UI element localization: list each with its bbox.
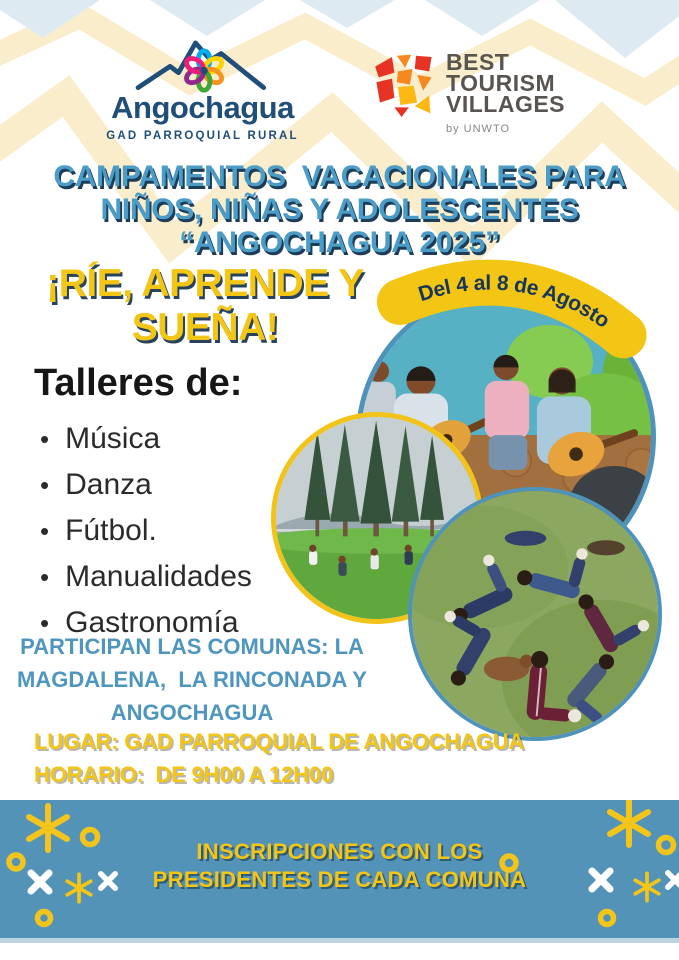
mountain-flower-icon [128, 28, 278, 94]
footer-text [0, 838, 679, 894]
btv-word-villages: VILLAGES [446, 91, 566, 117]
btv-byline: by UNWTO [446, 123, 511, 135]
workshop-item-danza: • Danza [40, 462, 252, 508]
communities-text [8, 630, 376, 729]
footer-line-1: INSCRIPCIONES CON LOS [196, 839, 483, 864]
communities-line-3: ANGOCHAGUA [110, 700, 274, 725]
btv-word-best: BEST [446, 49, 510, 75]
poster-title [0, 160, 679, 259]
communities-line-2: MAGDALENA, LA RINCONADA Y [17, 667, 367, 692]
angochagua-logo-subtitle: GAD PARROQUIAL RURAL [106, 130, 299, 142]
workshop-item-gastronomia: • Gastronomía [40, 600, 252, 646]
workshops-list [40, 416, 252, 646]
workshop-item-futbol: • Fútbol. [40, 508, 252, 554]
exercise-photo-illustration [412, 491, 658, 737]
location-text: LUGAR: GAD PARROQUIAL DE ANGOCHAGUA [34, 729, 525, 754]
best-tourism-villages-logo [374, 49, 566, 140]
exercise-on-grass-photo [408, 487, 662, 741]
title-line-1: CAMPAMENTOS VACACIONALES PARA [53, 160, 626, 193]
btv-word-tourism: TOURISM [446, 70, 556, 96]
date-badge-text: Del 4 al 8 de Agosto [415, 271, 614, 333]
mosaic-icon [374, 52, 434, 122]
title-line-2: NIÑOS, NIÑAS Y ADOLESCENTES [100, 193, 579, 226]
slogan-line-2: SUEÑA! [131, 306, 279, 349]
title-line-3: “ANGOCHAGUA 2025” [179, 226, 500, 259]
schedule-text: HORARIO: DE 9H00 A 12H00 [34, 762, 334, 787]
btv-logo-text [446, 49, 566, 140]
angochagua-logo-name: Angochagua [111, 90, 294, 125]
workshop-item-musica: • Música [40, 416, 252, 462]
angochagua-logo [100, 28, 305, 142]
communities-line-1: PARTICIPAN LAS COMUNAS: LA [20, 634, 364, 659]
slogan-line-1: ¡RÍE, APRENDE Y [46, 262, 364, 305]
footer-line-2: PRESIDENTES DE CADA COMUNA [152, 867, 527, 892]
workshops-heading: Talleres de: [34, 362, 243, 404]
workshop-item-manualidades: • Manualidades [40, 554, 252, 600]
slogan [5, 262, 405, 350]
